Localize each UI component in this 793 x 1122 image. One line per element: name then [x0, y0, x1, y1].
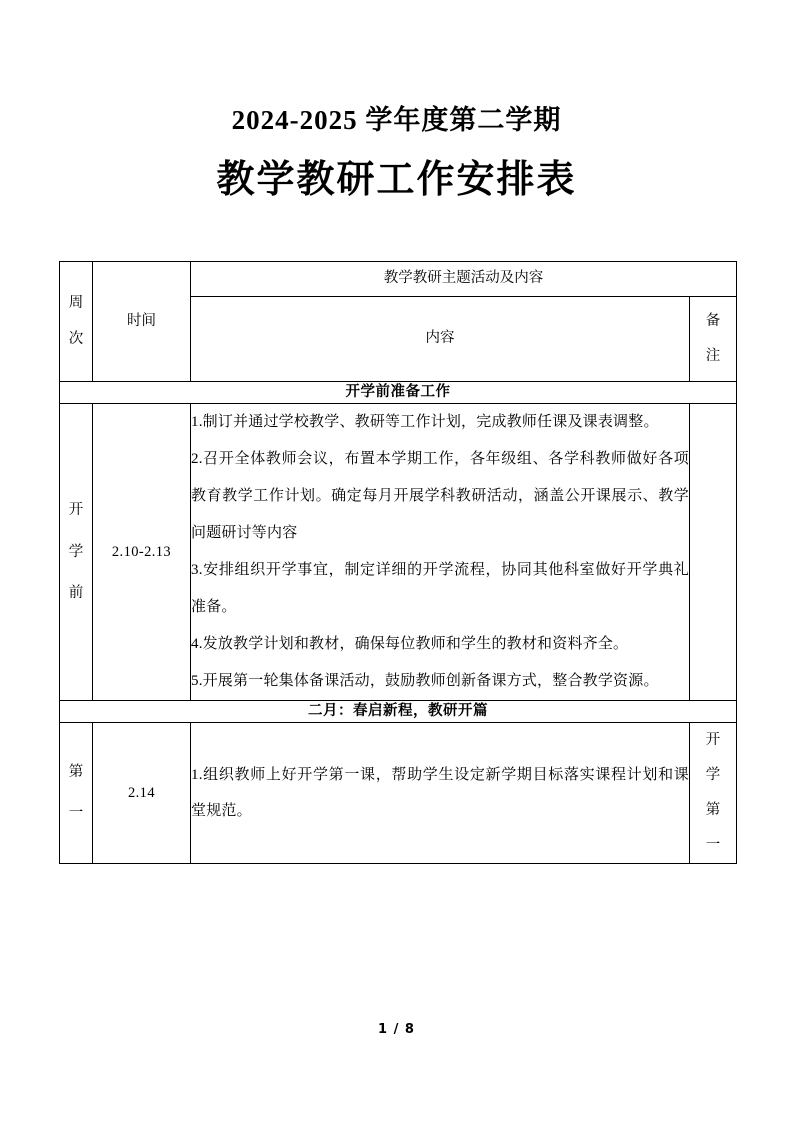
document-title-block [0, 100, 793, 206]
note-char-2: 学 [705, 767, 721, 784]
section-header-row-2 [60, 701, 737, 723]
week-char-2: 学 [68, 543, 84, 560]
note-char-4: 一 [705, 837, 721, 854]
header-week-char-2: 次 [68, 330, 84, 347]
schedule-table-wrapper [59, 261, 736, 864]
page-number: 1 / 8 [378, 1022, 415, 1037]
week-char-3: 前 [68, 584, 84, 601]
content-item-1: 1.组织教师上好开学第一课，帮助学生设定新学期目标落实课程计划和课堂规范。 [191, 767, 689, 820]
schedule-table [59, 261, 737, 864]
row-time-week1: 2.14 [93, 723, 191, 864]
week-char-1: 第 [68, 764, 84, 781]
row-note-pre-term [690, 404, 737, 701]
content-item-5: 5.开展第一轮集体备课活动，鼓励教师创新备课方式，整合教学资源。 [191, 673, 659, 690]
header-cell-topic-group: 教学教研主题活动及内容 [191, 262, 737, 297]
header-cell-time: 时间 [93, 262, 191, 382]
row-content-week1 [191, 723, 690, 864]
note-char-1: 开 [705, 732, 721, 749]
header-week-char-1: 周 [68, 295, 84, 312]
table-header-row-top [60, 262, 737, 297]
document-title-line-2: 教学教研工作安排表 [216, 156, 577, 201]
header-note-char-2: 注 [705, 348, 721, 364]
content-item-1: 1.制订并通过学校教学、教研等工作计划，完成教师任课及课表调整。 [191, 414, 659, 431]
note-char-3: 第 [705, 802, 721, 819]
row-week-week1 [60, 723, 93, 864]
table-row [60, 723, 737, 864]
content-item-2: 2.召开全体教师会议，布置本学期工作，各年级组、各学科教师做好各项教育教学工作计划。确定每月开展学科教研活动，涵盖公开课展示、教学问题研讨等内容 [191, 451, 689, 542]
row-week-pre-term [60, 404, 93, 701]
section-title-pre-term: 开学前准备工作 [60, 382, 737, 404]
header-cell-note [690, 297, 737, 382]
week-char-2: 一 [68, 805, 84, 822]
content-item-3: 3.安排组织开学事宜，制定详细的开学流程，协同其他科室做好开学典礼准备。 [191, 562, 689, 616]
row-note-week1 [690, 723, 737, 864]
section-title-february: 二月：春启新程，教研开篇 [60, 701, 737, 723]
section-header-row-1 [60, 382, 737, 404]
row-content-pre-term [191, 404, 690, 701]
document-title-line-1: 2024-2025 学年度第二学期 [231, 105, 562, 135]
header-cell-week [60, 262, 93, 382]
content-item-4: 4.发放教学计划和教材，确保每位教师和学生的教材和资料齐全。 [191, 636, 629, 653]
table-row [60, 404, 737, 701]
row-time-pre-term: 2.10-2.13 [93, 404, 191, 701]
header-note-char-1: 备 [705, 312, 721, 329]
week-char-1: 开 [68, 502, 84, 519]
header-cell-content: 内容 [191, 297, 690, 382]
